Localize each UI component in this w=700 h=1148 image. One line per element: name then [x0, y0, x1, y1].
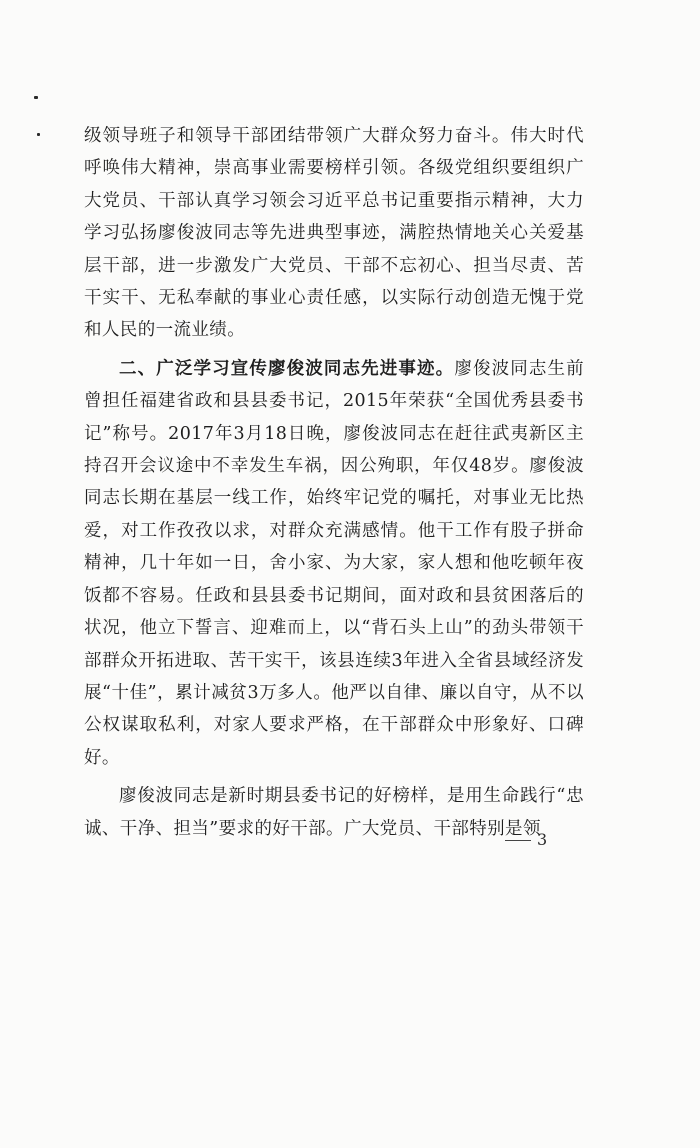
paragraph-3: 廖俊波同志是新时期县委书记的好榜样，是用生命践行“忠诚、干净、担当”要求的好干部。广大党员、干部特别是领 [84, 786, 584, 839]
paragraph-1: 级领导班子和领导干部团结带领广大群众努力奋斗。伟大时代呼唤伟大精神，崇高事业需要榜样引领。各级党组织要组织广大党员、干部认真学习领会习近平总书记重要指示精神，大力学习弘扬廖俊波同志等先进典型事迹，满腔热情地关心关爱基层干部，进一步激发广大党员、干部不忘初心、担当尽责、苦干实干、无私奉献的事业心责任感，以实际行动创造无愧于党和人民的一流业绩。 [84, 126, 584, 341]
section-heading: 二、广泛学习宣传廖俊波同志先进事迹。 [119, 358, 455, 379]
page-number-value: 3 [537, 830, 549, 849]
scan-mark [37, 133, 40, 136]
paragraph-2-body: 廖俊波同志生前曾担任福建省政和县县委书记，2015年荣获“全国优秀县委书记”称号。2017年3月18日晚，廖俊波同志在赶往武夷新区主持召开会议途中不幸发生车祸，因公殉职，年仅48岁。廖俊波同志长期在基层一线工作，始终牢记党的嘱托，对事业无比热爱，对工作孜孜以求，对群众充满感情。他干工作有股子拼命精神，几十年如一日，舍小家、为大家，家人想和他吃顿年夜饭都不容易。任政和县县委书记期间，面对政和县贫困落后的状况，他立下誓言、迎难而上，以“背石头上山”的劲头带领干部群众开拓进取、苦干实干，该县连续3年进入全省县域经济发展“十佳”，累计减贫3万多人。他严以自律、廉以自守，从不以公权谋取私利，对家人要求严格，在干部群众中形象好、口碑好。 [84, 358, 584, 768]
paragraph-2 [84, 353, 584, 774]
page-number [505, 830, 548, 849]
document-body [84, 120, 584, 845]
scan-mark [34, 96, 38, 99]
page-number-dash [505, 840, 531, 841]
